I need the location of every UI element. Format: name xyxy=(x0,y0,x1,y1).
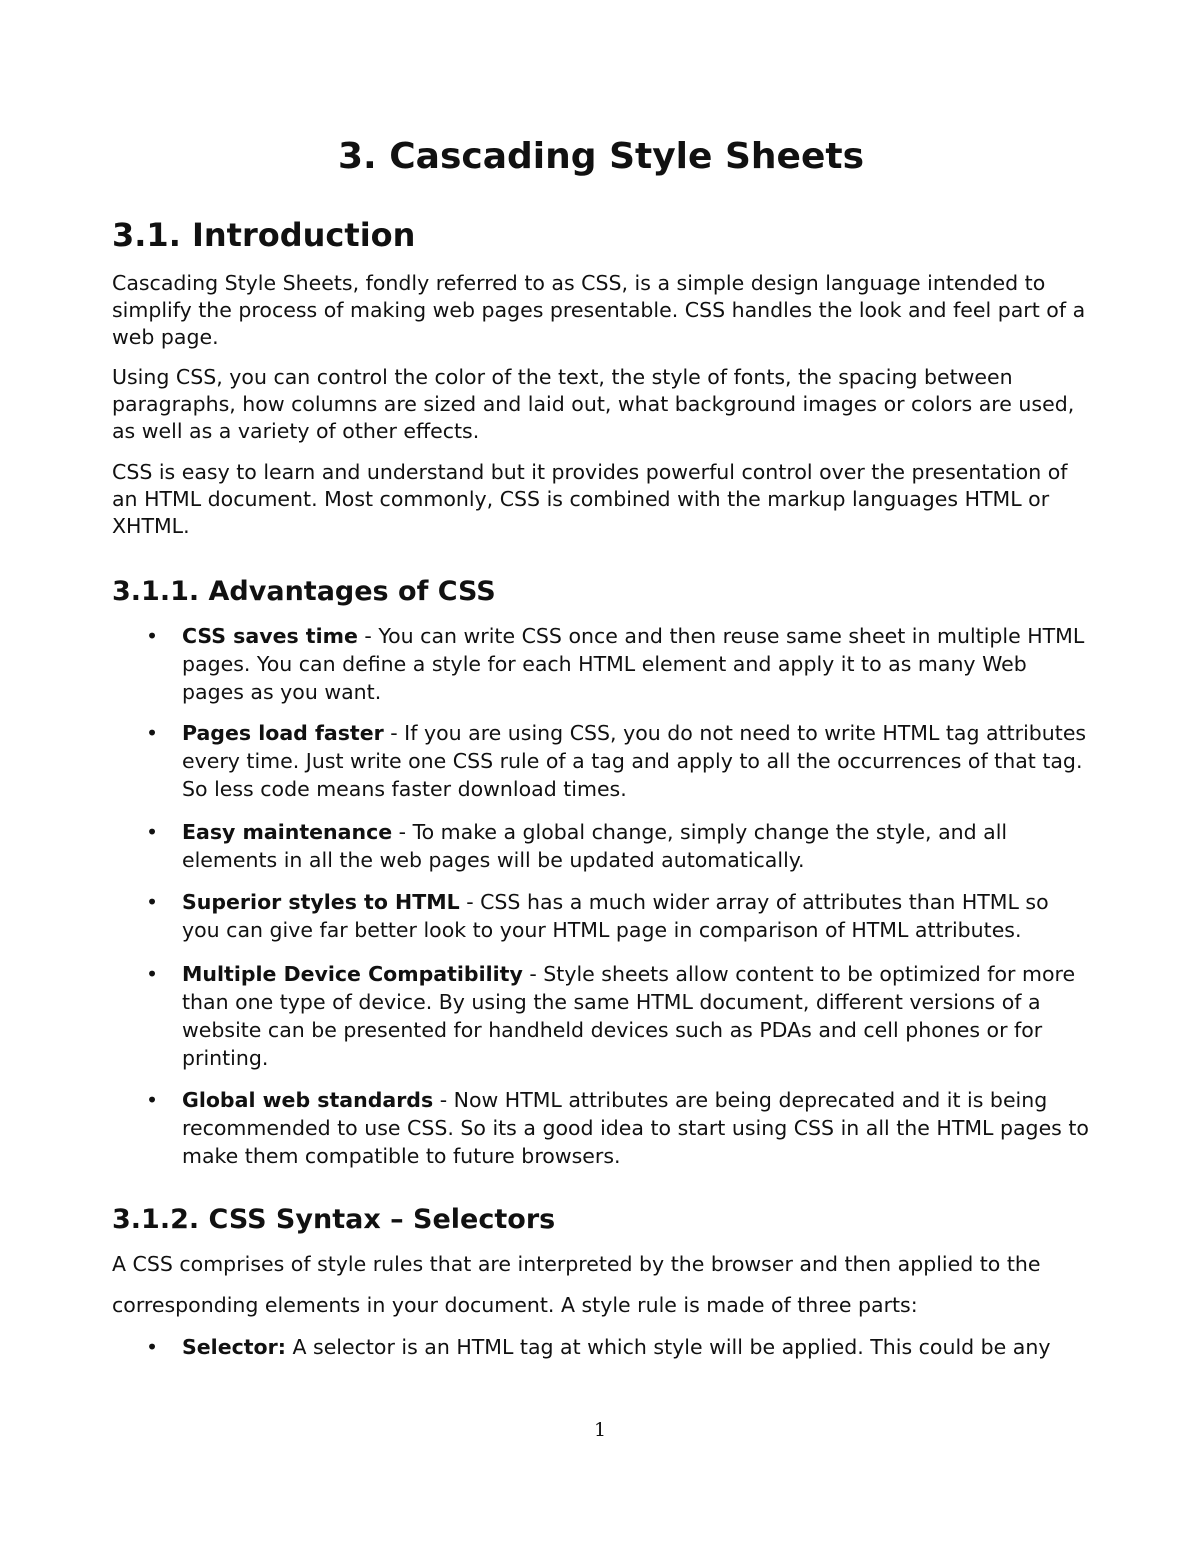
list-item-text xyxy=(182,1333,1090,1361)
section-heading-syntax: 3.1.2. CSS Syntax – Selectors xyxy=(112,1204,556,1235)
list-item-text xyxy=(182,818,1090,874)
list-item-text xyxy=(182,960,1090,1072)
list-item-desc: - If you are using CSS, you do not need to write HTML tag attributes every time. Just write one CSS rule of a tag and apply to all the occurrences of that tag. So less code means faster download times. xyxy=(182,721,1087,801)
section-heading-introduction: 3.1. Introduction xyxy=(112,216,416,254)
bullet-icon: • xyxy=(146,962,159,986)
list-item-term: Easy maintenance xyxy=(182,820,393,844)
list-item-text xyxy=(182,719,1090,803)
list-item-term: Selector: xyxy=(182,1335,286,1359)
list-item-desc: - Style sheets allow content to be optimized for more than one type of device. By using the same HTML document, different versions of a website can be presented for handheld devices such as PDAs and cell phones or for printing. xyxy=(182,962,1076,1070)
intro-paragraph-2: Using CSS, you can control the color of the text, the style of fonts, the spacing between paragraphs, how columns are sized and laid out, what background images or colors are used, as well as a variety of other effects. xyxy=(112,365,1075,443)
list-item-desc: - CSS has a much wider array of attributes than HTML so you can give far better look to your HTML page in comparison of HTML attributes. xyxy=(182,890,1049,942)
list-item-desc: - To make a global change, simply change the style, and all elements in all the web pages will be updated automatically. xyxy=(182,820,1008,872)
list-item-term: Global web standards xyxy=(182,1088,434,1112)
list-item-desc: A selector is an HTML tag at which style will be applied. This could be any xyxy=(285,1335,1051,1359)
bullet-icon: • xyxy=(146,1088,159,1112)
bullet-icon: • xyxy=(146,624,159,648)
list-item-text xyxy=(182,622,1090,706)
page-number: 1 xyxy=(593,1419,607,1441)
list-item-desc: - You can write CSS once and then reuse same sheet in multiple HTML pages. You can define a style for each HTML element and apply it to as many Web pages as you want. xyxy=(182,624,1085,704)
bullet-icon: • xyxy=(146,890,159,914)
list-item-text xyxy=(182,888,1090,944)
bullet-icon: • xyxy=(146,721,159,745)
list-item-term: Multiple Device Compatibility xyxy=(182,962,523,986)
list-item-desc: - Now HTML attributes are being deprecated and it is being recommended to use CSS. So its a good idea to start using CSS in all the HTML pages to make them compatible to future browsers. xyxy=(182,1088,1089,1168)
bullet-icon: • xyxy=(146,1335,159,1359)
intro-paragraph-1: Cascading Style Sheets, fondly referred to as CSS, is a simple design language intended to simplify the process of making web pages presentable. CSS handles the look and feel part of a web page. xyxy=(112,271,1086,349)
list-item-term: Superior styles to HTML xyxy=(182,890,460,914)
intro-paragraph-3: CSS is easy to learn and understand but it provides powerful control over the presentation of an HTML document. Most commonly, CSS is combined with the markup languages HTML or XHTML. xyxy=(112,460,1068,538)
syntax-paragraph: A CSS comprises of style rules that are interpreted by the browser and then applied to the corresponding elements in your document. A style rule is made of three parts: xyxy=(112,1252,1041,1317)
list-item-text xyxy=(182,1086,1090,1170)
list-item-term: Pages load faster xyxy=(182,721,384,745)
page-title: 3. Cascading Style Sheets xyxy=(338,136,864,177)
bullet-icon: • xyxy=(146,820,159,844)
section-heading-advantages: 3.1.1. Advantages of CSS xyxy=(112,576,496,607)
list-item-term: CSS saves time xyxy=(182,624,358,648)
